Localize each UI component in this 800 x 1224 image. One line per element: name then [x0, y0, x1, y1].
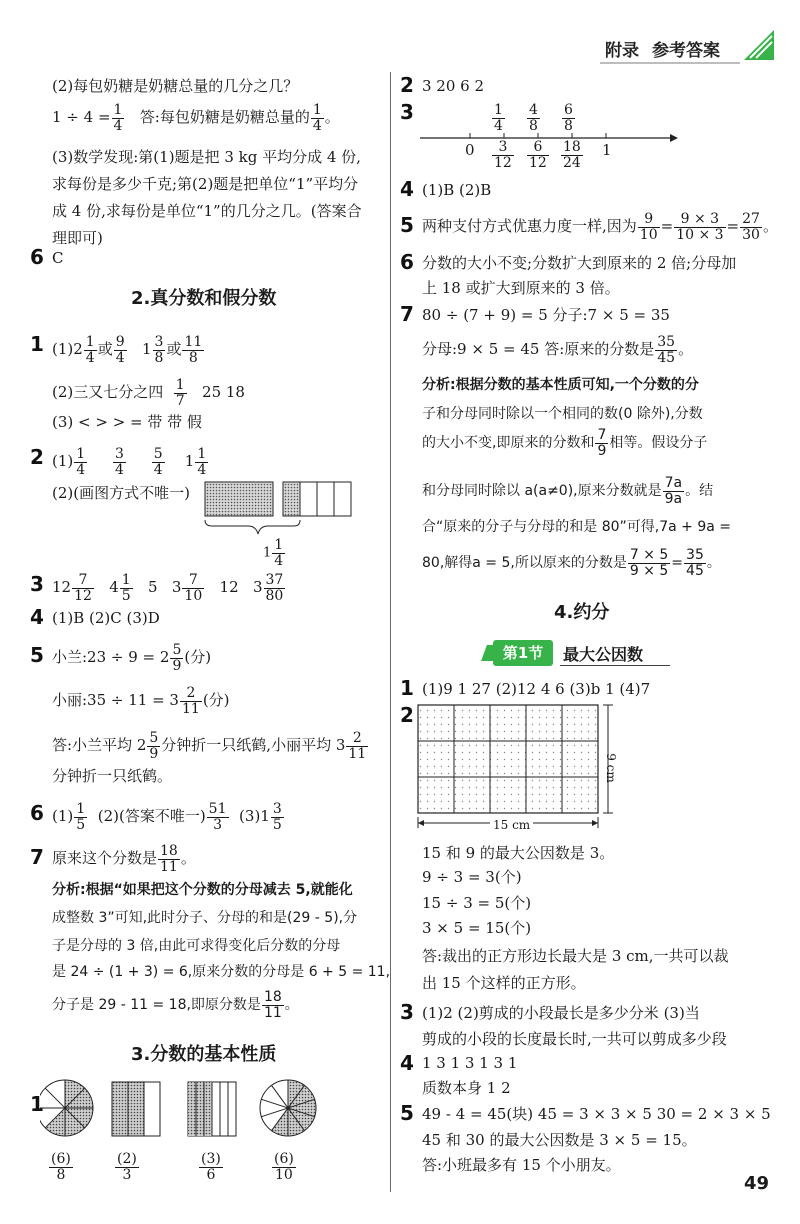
r-q7-analysis-line2: 子和分母同时除以一个相同的数(0 除外),分数 [422, 406, 703, 422]
section-2-title: 2.真分数和假分数 [131, 288, 277, 309]
p5-3-line2: 求每份是多少千克;第(2)题是把单位“1”平均分 [52, 175, 359, 193]
section-4-title: 4.约分 [554, 602, 610, 623]
p5-3-line1: (3)数学发现:第(1)题是把 3 kg 平均分成 4 份, [52, 148, 361, 166]
s2-q6-number: 6 [30, 801, 44, 825]
s4-q3-number: 3 [400, 1000, 414, 1024]
s2-q5-line3: 答:小兰平均 2 $\frac{5}{9}$ 分钟折一只纸鹤,小丽平均 3 $\frac{2}{11}$ [52, 730, 367, 762]
r-q7-analysis-line4: 和分母同时除以 a(a≠0),原来分数就是 $\frac{7a}{9a}$ 。结 [422, 475, 714, 507]
circle-eighths [40, 1080, 93, 1136]
s4-q1-answer: (1)9 1 27 (2)12 4 6 (3)b 1 (4)7 [422, 680, 651, 698]
s4-q4-number: 4 [400, 1051, 414, 1075]
s4-q4-line2: 质数本身 1 2 [422, 1079, 511, 1097]
s2-q6-answers: (1) $\frac{1}{5}$ (2)(答案不唯一) $\frac{51}{3}$ (3)1 $\frac{3}{5}$ [52, 801, 282, 833]
r-q4-answer: (1)B (2)B [422, 181, 492, 199]
s2-q4-number: 4 [30, 605, 44, 629]
r-q7-line1: 80 ÷ (7 + 9) = 5 分子:7 × 5 = 35 [422, 306, 670, 324]
section-3-title: 3.分数的基本性质 [131, 1044, 277, 1065]
s2-q5-line2: 小丽:35 ÷ 11 = 3 $\frac{2}{11}$ (分) [52, 685, 230, 717]
column-divider [390, 72, 391, 1192]
s2-q2-brace-label: 1 $\frac{1}{4}$ [263, 537, 284, 569]
page-number: 49 [744, 1173, 770, 1194]
rect-sixths [188, 1082, 236, 1136]
ruler-logo-icon [742, 28, 776, 62]
r-q2-answer: 3 20 6 2 [422, 77, 485, 95]
answers-label: 参考答案 [652, 41, 720, 61]
q6-answer: C [52, 249, 64, 267]
s4-q4-line1: 1 3 1 3 1 3 1 [422, 1054, 518, 1072]
p5-2-answer: 1 ÷ 4 = $\frac{1}{4}$ 答:每包奶糖是奶糖总量的 $\frac{1}{4}$ 。 [52, 102, 340, 134]
s4-q5-line1: 49 - 4 = 45(块) 45 = 3 × 3 × 5 30 = 2 × 3 × 5 [422, 1105, 771, 1123]
s3-q1-number: 1 [30, 1092, 44, 1116]
dim-width: 15 cm [490, 815, 533, 835]
nl-bottom-6-12: $\frac{6}{12}$ [529, 139, 547, 171]
q6-number: 6 [30, 245, 44, 269]
s4-q2-line3: 15 ÷ 3 = 5(个) [422, 894, 532, 912]
r-q4-number: 4 [400, 177, 414, 201]
s4-q2-line5: 答:裁出的正方形边长最大是 3 cm,一共可以裁 [422, 947, 729, 965]
s2-q7-answer: 原来这个分数是 $\frac{18}{11}$ 。 [52, 843, 196, 875]
s4-q2-number: 2 [400, 703, 414, 727]
r-q5-answer: 两种支付方式优惠力度一样,因为 $\frac{9}{10}$ = $\frac{9 \times 3}{10 \times 3}$ = $\frac{27}{30}$ 。 [422, 211, 778, 243]
r-q3-number: 3 [400, 100, 414, 124]
nl-one: 1 [602, 141, 612, 159]
rect-thirds [112, 1082, 160, 1136]
s2-q5-line4: 分钟折一只纸鹤。 [52, 767, 173, 785]
dim-height: 9 cm [603, 753, 618, 783]
nl-top-6-8: $\frac{6}{8}$ [564, 102, 573, 134]
circle-tenths [260, 1080, 316, 1136]
nl-bottom-3-12: $\frac{3}{12}$ [494, 139, 512, 171]
s2-q7-analysis-line2: 成整数 3”可知,此时分子、分母的和是(29 - 5),分 [52, 910, 358, 926]
s2-q1-number: 1 [30, 332, 44, 356]
r-q7-analysis-line1: 分析:根据分数的基本性质可知,一个分数的分 [422, 377, 699, 393]
s2-q1-line1: (1)2 $\frac{1}{4}$ 或 $\frac{9}{4}$ 1 $\frac{3}{8}$ 或 $\frac{11}{8}$ [52, 334, 203, 366]
s4-q5-number: 5 [400, 1101, 414, 1125]
s4-q3-line1: (1)2 (2)剪成的小段最长是多少分米 (3)当 [422, 1004, 700, 1022]
s4-q5-line3: 答:小班最多有 15 个小朋友。 [422, 1156, 621, 1174]
s2-q4-answer: (1)B (2)C (3)D [52, 609, 160, 627]
s4-q2-line4: 3 × 5 = 15(个) [422, 919, 532, 937]
s3-q1-frac-2: $\frac{(2)}{3}$ [117, 1151, 137, 1183]
s2-q5-line1: 小兰:23 ÷ 9 = 2 $\frac{5}{9}$ (分) [52, 642, 212, 674]
s2-q5-number: 5 [30, 643, 44, 667]
s2-q3-number: 3 [30, 572, 44, 596]
s2-q1-line2: (2)三又七分之四 $\frac{1}{7}$ 25 18 [52, 377, 245, 409]
s4-q1-number: 1 [400, 676, 414, 700]
r-q7-analysis-line3: 的大小不变,即原来的分数和 $\frac{7}{9}$ 相等。假设分子 [422, 427, 708, 459]
subsection-title: 最大公因数 [563, 645, 644, 664]
s2-q7-analysis-line4: 是 24 ÷ (1 + 3) = 6,原来分数的分母是 6 + 5 = 11, [52, 964, 391, 980]
s3-q1-shapes [40, 1078, 330, 1150]
s4-q3-line2: 剪成的小段的长度最长时,一共可以剪成多少段 [422, 1030, 727, 1048]
s2-q7-analysis-line5: 分子是 29 - 11 = 18,即原分数是 $\frac{18}{11}$ 。 [52, 989, 299, 1021]
s4-q2-line1: 15 和 9 的最大公因数是 3。 [422, 844, 615, 862]
r-q7-number: 7 [400, 302, 414, 326]
appendix-label: 附录 [605, 41, 639, 61]
nl-top-4-8: $\frac{4}{8}$ [529, 102, 538, 134]
s2-q7-analysis-line1: 分析:根据“如果把这个分数的分母减去 5,就能化 [52, 882, 353, 898]
r-q5-number: 5 [400, 213, 414, 237]
header-rule [600, 62, 740, 64]
r-q7-analysis-line5: 合“原来的分子与分母的和是 80”可得,7a + 9a = [422, 519, 732, 535]
s4-q2-line6: 出 15 个这样的正方形。 [422, 974, 586, 992]
s2-q7-analysis-line3: 子是分母的 3 倍,由此可求得变化后分数的分母 [52, 938, 341, 954]
s3-q1-frac-4: $\frac{(6)}{10}$ [274, 1151, 294, 1183]
s2-q2-line2: (2)(画图方式不唯一) [52, 484, 190, 502]
nl-top-1-4: $\frac{1}{4}$ [494, 102, 503, 134]
r-q7-line2: 分母:9 × 5 = 45 答:原来的分数是 $\frac{35}{45}$ 。 [422, 334, 694, 366]
number-line [420, 128, 680, 148]
p5-3-line4: 理即可) [52, 229, 103, 247]
r-q6-number: 6 [400, 250, 414, 274]
r-q6-line1: 分数的大小不变;分数扩大到原来的 2 倍;分母加 [422, 254, 737, 272]
s3-q1-frac-1: $\frac{(6)}{8}$ [51, 1151, 71, 1183]
r-q6-line2: 上 18 或扩大到原来的 3 倍。 [422, 279, 620, 297]
nl-zero: 0 [465, 141, 475, 159]
s2-q2-line1: (1) $\frac{1}{4}$ $\frac{3}{4}$ $\frac{5}{4}$ 1 $\frac{1}{4}$ [52, 446, 207, 478]
r-q7-analysis-line6: 80,解得a = 5,所以原来的分数是 $\frac{7 \times 5}{9 \times 5}$ = $\frac{35}{45}$ 。 [422, 547, 721, 579]
nl-bottom-18-24: $\frac{18}{24}$ [563, 139, 581, 171]
s2-q7-number: 7 [30, 845, 44, 869]
s2-q1-line3: (3) < > > = 带 带 假 [52, 413, 202, 431]
p5-3-line3: 成 4 份,求每份是单位“1”的几分之几。(答案合 [52, 202, 362, 220]
s2-q2-number: 2 [30, 445, 44, 469]
s4-q2-line2: 9 ÷ 3 = 3(个) [422, 868, 522, 886]
r-q2-number: 2 [400, 73, 414, 97]
p5-2-question: (2)每包奶糖是奶糖总量的几分之几？ [52, 77, 299, 95]
subsection-underline [560, 665, 670, 666]
s3-q1-frac-3: $\frac{(3)}{6}$ [201, 1151, 221, 1183]
section-badge: 第1节 [493, 640, 553, 666]
s2-q3-answers: 12 $\frac{7}{12}$ 4 $\frac{1}{5}$ 5 3 $\frac{7}{10}$ 12 3 $\frac{37}{80}$ [52, 572, 284, 604]
s4-q5-line2: 45 和 30 的最大公因数是 3 × 5 = 15。 [422, 1131, 697, 1149]
